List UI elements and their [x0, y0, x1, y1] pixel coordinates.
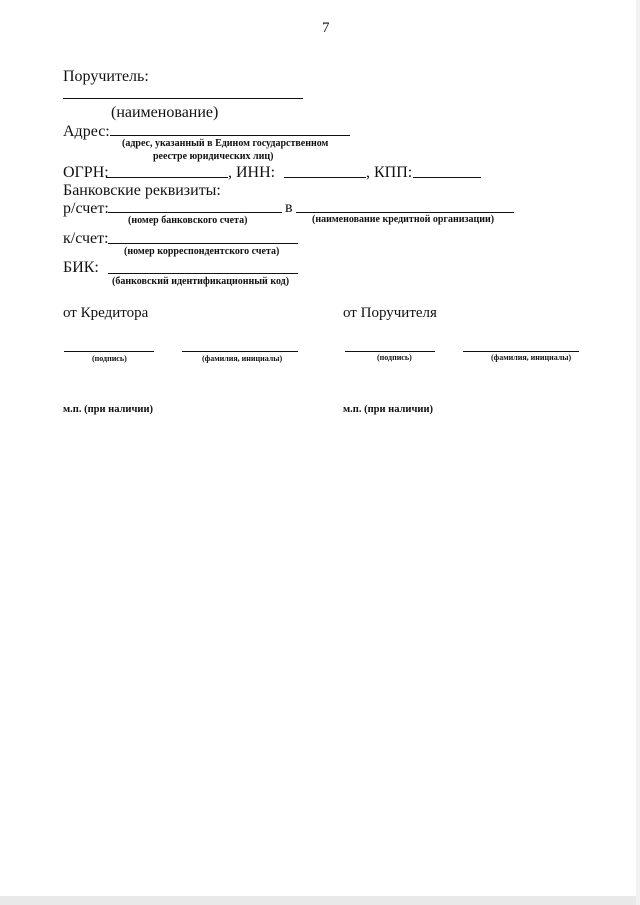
- bank-name-line: [296, 212, 514, 213]
- address-line: [110, 135, 350, 136]
- bank-name-caption: (наименование кредитной организации): [312, 214, 495, 225]
- guarantor-name-line: [63, 98, 303, 99]
- creditor-stamp-note: м.п. (при наличии): [63, 404, 153, 415]
- account-caption: (номер банковского счета): [128, 215, 248, 226]
- page-number: 7: [322, 20, 330, 36]
- account-label: р/счет:: [63, 200, 109, 217]
- address-label: Адрес:: [63, 123, 110, 140]
- address-caption-line2: реестре юридических лиц): [153, 151, 274, 162]
- in-label: в: [285, 199, 293, 216]
- guarantor-stamp-note: м.п. (при наличии): [343, 404, 433, 415]
- guarantor-sign-heading: от Поручителя: [343, 305, 437, 321]
- creditor-signature-caption: (подпись): [92, 354, 127, 363]
- kpp-label: , КПП:: [366, 164, 413, 181]
- ogrn-label: ОГРН:: [63, 164, 109, 181]
- corr-account-caption: (номер корреспондентского счета): [124, 246, 280, 257]
- creditor-name-caption: (фамилия, инициалы): [202, 354, 283, 363]
- corr-account-label: к/счет:: [63, 230, 109, 247]
- inn-line: [284, 177, 366, 178]
- guarantor-name-line-2: [463, 351, 579, 352]
- creditor-name-line: [182, 351, 298, 352]
- guarantor-label: Поручитель:: [63, 68, 149, 85]
- guarantor-signature-line: [345, 351, 435, 352]
- scan-right-edge: [636, 0, 640, 905]
- creditor-heading: от Кредитора: [63, 305, 149, 321]
- address-caption-line1: (адрес, указанный в Едином государственном: [122, 138, 329, 149]
- bank-heading: Банковские реквизиты:: [63, 182, 221, 199]
- guarantor-name-caption-2: (фамилия, инициалы): [491, 353, 572, 362]
- bik-caption: (банковский идентификационный код): [112, 276, 290, 287]
- inn-label: , ИНН:: [228, 164, 276, 181]
- account-line: [108, 212, 282, 213]
- scan-bottom-edge: [0, 896, 640, 905]
- bik-label: БИК:: [63, 259, 99, 276]
- guarantor-name-caption: (наименование): [111, 104, 219, 121]
- creditor-signature-line: [64, 351, 154, 352]
- guarantor-signature-caption: (подпись): [377, 353, 412, 362]
- ogrn-line: [106, 177, 228, 178]
- corr-account-line: [108, 243, 298, 244]
- bik-line: [108, 273, 298, 274]
- kpp-line: [413, 177, 481, 178]
